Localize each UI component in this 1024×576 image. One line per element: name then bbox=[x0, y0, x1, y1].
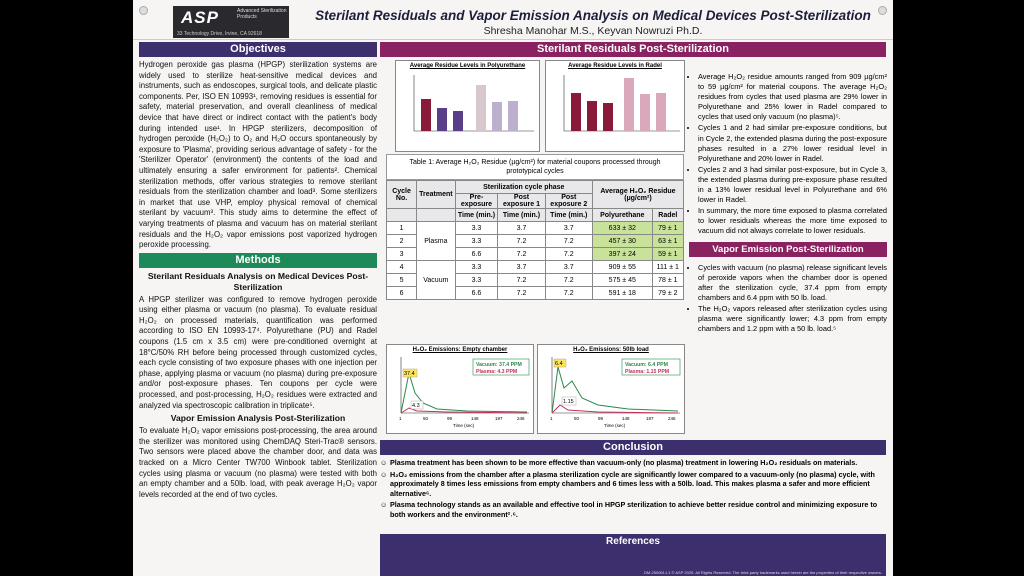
result-bullet: • Cycles 2 and 3 had similar post-exposure, but in Cycle 3, the extended plasma during pre-exposure phase resulted in a 13% lower residual level in Polyurethane and 6% lower in Radel. bbox=[698, 165, 887, 205]
residue-chart-polyurethane bbox=[395, 60, 540, 152]
result-bullet: • Cycles 1 and 2 had similar pre-exposure conditions, but in Cycle 2, the extended plasma during the post-exposure phases resulted in a 27% lower residual level in Polyurethane and 20% lower in Radel. bbox=[698, 123, 887, 163]
poster-title: Sterilant Residuals and Vapor Emission Analysis on Medical Devices Post-Sterilization bbox=[315, 8, 871, 23]
vapor-heading: Vapor Emission Post-Sterilization bbox=[689, 242, 887, 257]
bar bbox=[437, 108, 447, 131]
table-header: Post exposure 1 bbox=[498, 194, 545, 209]
tick-label: 99 bbox=[598, 416, 604, 421]
chart-title: Average Residue Levels in Polyurethane bbox=[409, 63, 526, 69]
conclusion-heading: Conclusion bbox=[380, 440, 886, 455]
references-heading: References bbox=[606, 536, 660, 547]
emission-chart-50lb bbox=[537, 344, 685, 434]
right-area bbox=[380, 40, 886, 60]
logo-tagline: Advanced Sterilization Products bbox=[237, 8, 287, 20]
legend-label: Plasma: 1.15 PPM bbox=[625, 369, 670, 375]
conclusion-section bbox=[380, 440, 886, 522]
tick-label: 50 bbox=[574, 416, 580, 421]
left-column bbox=[139, 40, 377, 502]
table-header: Average H₂O₂ Residue (µg/cm²) bbox=[592, 181, 683, 209]
line-chart bbox=[387, 353, 533, 429]
methods-subheading: Vapor Emission Analysis Post-Sterilization bbox=[170, 413, 346, 424]
bar bbox=[492, 102, 502, 131]
bar bbox=[656, 93, 666, 131]
bar-chart bbox=[396, 69, 539, 147]
bar bbox=[476, 85, 486, 131]
methods-subheading: Sterilant Residuals Analysis on Medical Devices Post-Sterilization bbox=[147, 270, 369, 292]
copyright-footer: DM-250061J-1 © ASP 2025. All Rights Reserved. The third-party trademarks used herein are the properties of their respective owners. bbox=[643, 569, 882, 575]
table-caption: Table 1: Average H₂O₂ Residue (µg/cm²) for material coupons processed through prototypical cycles bbox=[386, 154, 684, 180]
methods-heading: Methods bbox=[139, 253, 377, 268]
residue-chart-radel bbox=[545, 60, 685, 152]
tick-label: 197 bbox=[495, 416, 503, 421]
tick-label: 1 bbox=[550, 416, 553, 421]
residue-table bbox=[386, 180, 684, 300]
poster-header bbox=[133, 0, 893, 40]
methods-text: To evaluate H₂O₂ vapor emissions post-processing, the area around the sterilizer was monitored using ChemDAQ Steri-Trac® sensors. Two sensors were placed above the chamber door, and data was tracked on a Micro Center TW700 Winbook tablet. Sterilization cycles using plasma or vacuum (no plasma) were tested with both an empty chamber and a 50lb. load, with peak average H₂O₂ vapor levels recorded at the end of two cycles. bbox=[139, 426, 377, 499]
tick-label: 50 bbox=[423, 416, 429, 421]
peak-label: 4.3 bbox=[412, 403, 420, 409]
tick-label: 1 bbox=[399, 416, 402, 421]
tick-label: 148 bbox=[471, 416, 479, 421]
table-header: Cycle No. bbox=[387, 181, 417, 209]
methods-text: A HPGP sterilizer was configured to remove hydrogen peroxide using either plasma or vacuum (no plasma). To evaluate residual H₂O₂ on processed materials, quantification was performed according to ISO EN 10993-17⁴. Polyurethane (PU) and Radel coupons (1.5 cm x 3.5 cm) were pre-conditioned overnight at 18°C/50% RH before being processed through customized cycles, each cycle consisting of two exposure phases with one injection per phase, applying plasma or vacuum (no plasma) during pre-exposure and/or post-exposure phases. Ten coupons per cycle were processed, and post-processing, H₂O₂ residues were extracted and analyzed via spectroscopic calibration in triplicate⁵. bbox=[139, 294, 377, 410]
table-header: Polyurethane bbox=[592, 209, 652, 222]
logo-text: ASP bbox=[181, 8, 219, 27]
bar bbox=[603, 103, 613, 131]
logo-address: 33 Technology Drive, Irvine, CA 92618 bbox=[177, 31, 262, 37]
plasma-series bbox=[552, 405, 678, 413]
vapor-bullet: • The H₂O₂ vapors released after sterilization cycles using plasma were significantly lower; 4.3 ppm from empty chambers and 1.2 ppm with a 50 lb. load.⁵ bbox=[698, 304, 887, 334]
bar bbox=[421, 99, 431, 131]
legend-label: Vacuum: 6.4 PPM bbox=[625, 362, 668, 368]
emission-chart-empty bbox=[386, 344, 534, 434]
result-bullet: • In summary, the more time exposed to plasma correlated to lower residuals whereas the more time exposed to vacuum did not always correlate to lower residuals. bbox=[698, 206, 887, 236]
objectives-text: Hydrogen peroxide gas plasma (HPGP) sterilization systems are widely used to sterilize heat-sensitive medical devices and instruments, such as endoscopes, surgical tools, and delicate plastic components. Per, ISO EN 10993¹, removing residues is essential for safety, material preservation, and overall cleanliness of medical device that have direct or indirect contact with the patient's body during intended use¹. In HPGP sterilizers, decomposition of hydrogen peroxide (H₂O₂) to O₂ and H₂O occurs spontaneously by exposure to 'Plasma', providing serious advantage of safety - for the 'Sterilizer Operator' (environment) the contents of the load and ultimately ensuring a safer environment for patients². Chemical sterilization methods, offer various strategies to remove sterilant residuals from the sterilization chamber and load³. Some sterilizers in market that use VHP, employ physical removal of chemical sterilant by vacuum³. This study aims to determine the effect of varying treatments of plasma and vacuum has on material sterilant residuals and the H₂O₂ vapor emissions post vaporized hydrogen peroxide processing. bbox=[139, 60, 377, 250]
bar bbox=[624, 78, 634, 131]
vapor-bullet: • Cycles with vacuum (no plasma) release significant levels of peroxide vapors when the chamber door is opened after the sterilization cycle, 37.4 ppm from empty chambers and 6.4 ppm with 50 lb. load. bbox=[698, 263, 887, 303]
results-text-column bbox=[689, 72, 887, 335]
bar bbox=[571, 93, 581, 131]
legend-label: Plasma: 4.3 PPM bbox=[476, 369, 518, 375]
table-row: 1 Plasma 3.3 3.7 3.7 633 ± 32 79 ± 1 bbox=[387, 222, 684, 235]
bar bbox=[640, 94, 650, 131]
table-row: 3 6.6 7.2 7.2 397 ± 24 59 ± 1 bbox=[387, 248, 684, 261]
bar-chart bbox=[546, 69, 684, 147]
axis-label: Time (sec) bbox=[453, 423, 475, 428]
axis-label: Time (sec) bbox=[604, 423, 626, 428]
conclusion-item: ☺ Plasma treatment has been shown to be more effective than vacuum-only (no plasma) treatment in lowering H₂O₂ residuals on materials. bbox=[380, 458, 886, 468]
bar bbox=[453, 111, 463, 131]
conclusion-item: ☺ H₂O₂ emissions from the chamber after a plasma sterilization cycle are significantly lower compared to a vacuum-only (no plasma) cycle, with approximately 8 times less emissions from empty chambers and 6 times less with a 50lb. load. This makes plasma a safer and more efficient alternative⁶. bbox=[380, 470, 886, 499]
peak-label: 6.4 bbox=[555, 361, 563, 367]
objectives-heading: Objectives bbox=[139, 42, 377, 57]
tick-label: 197 bbox=[646, 416, 654, 421]
line-chart bbox=[538, 353, 684, 429]
table-header: Pre-exposure bbox=[455, 194, 498, 209]
table-header: Time (min.) bbox=[498, 209, 545, 222]
residue-table-block bbox=[386, 154, 684, 300]
peak-label: 1.15 bbox=[563, 399, 574, 405]
table-row: 4 Vacuum 3.3 3.7 3.7 909 ± 55 111 ± 1 bbox=[387, 261, 684, 274]
table-header: Radel bbox=[652, 209, 683, 222]
references-section bbox=[380, 534, 886, 576]
tick-label: 246 bbox=[668, 416, 676, 421]
chart-title: H₂O₂ Emissions: Empty chamber bbox=[412, 347, 508, 353]
legend-label: Vacuum: 37.4 PPM bbox=[476, 362, 522, 368]
chart-title: Average Residue Levels in Radel bbox=[568, 63, 662, 69]
chart-title: H₂O₂ Emissions: 50lb load bbox=[573, 347, 649, 353]
table-header: Time (min.) bbox=[455, 209, 498, 222]
conclusion-item: ☺ Plasma technology stands as an available and effective tool in HPGP sterilization to achieve better residue control and minimizing exposure to both workers and the environment²˒⁶. bbox=[380, 500, 886, 519]
table-header: Treatment bbox=[417, 181, 455, 209]
residuals-heading: Sterilant Residuals Post-Sterilization bbox=[380, 42, 886, 57]
bar bbox=[508, 101, 518, 131]
tick-label: 246 bbox=[517, 416, 525, 421]
poster bbox=[133, 0, 893, 576]
table-row: 2 3.3 7.2 7.2 457 ± 30 63 ± 1 bbox=[387, 235, 684, 248]
table-header: Sterilization cycle phase bbox=[455, 181, 592, 194]
bar bbox=[587, 101, 597, 131]
result-bullet: • Average H₂O₂ residue amounts ranged from 909 µg/cm² to 59 µg/cm² for material coupons. The average H₂O₂ residues from cycles that used plasma are 29% lower in Polyurethane and 25% lower in Radel compared to cycles that used only vacuum (no plasma)⁵. bbox=[698, 72, 887, 122]
poster-authors: Shresha Manohar M.S., Keyvan Nowruzi Ph.D. bbox=[483, 25, 703, 37]
table-row: 5 3.3 7.2 7.2 575 ± 45 78 ± 1 bbox=[387, 274, 684, 287]
tick-label: 99 bbox=[447, 416, 453, 421]
asp-logo bbox=[173, 6, 289, 38]
peak-label: 37.4 bbox=[404, 371, 415, 377]
table-header: Post exposure 2 bbox=[545, 194, 592, 209]
table-header: Time (min.) bbox=[545, 209, 592, 222]
tick-label: 148 bbox=[622, 416, 630, 421]
table-row: 6 6.6 7.2 7.2 591 ± 18 79 ± 2 bbox=[387, 287, 684, 300]
